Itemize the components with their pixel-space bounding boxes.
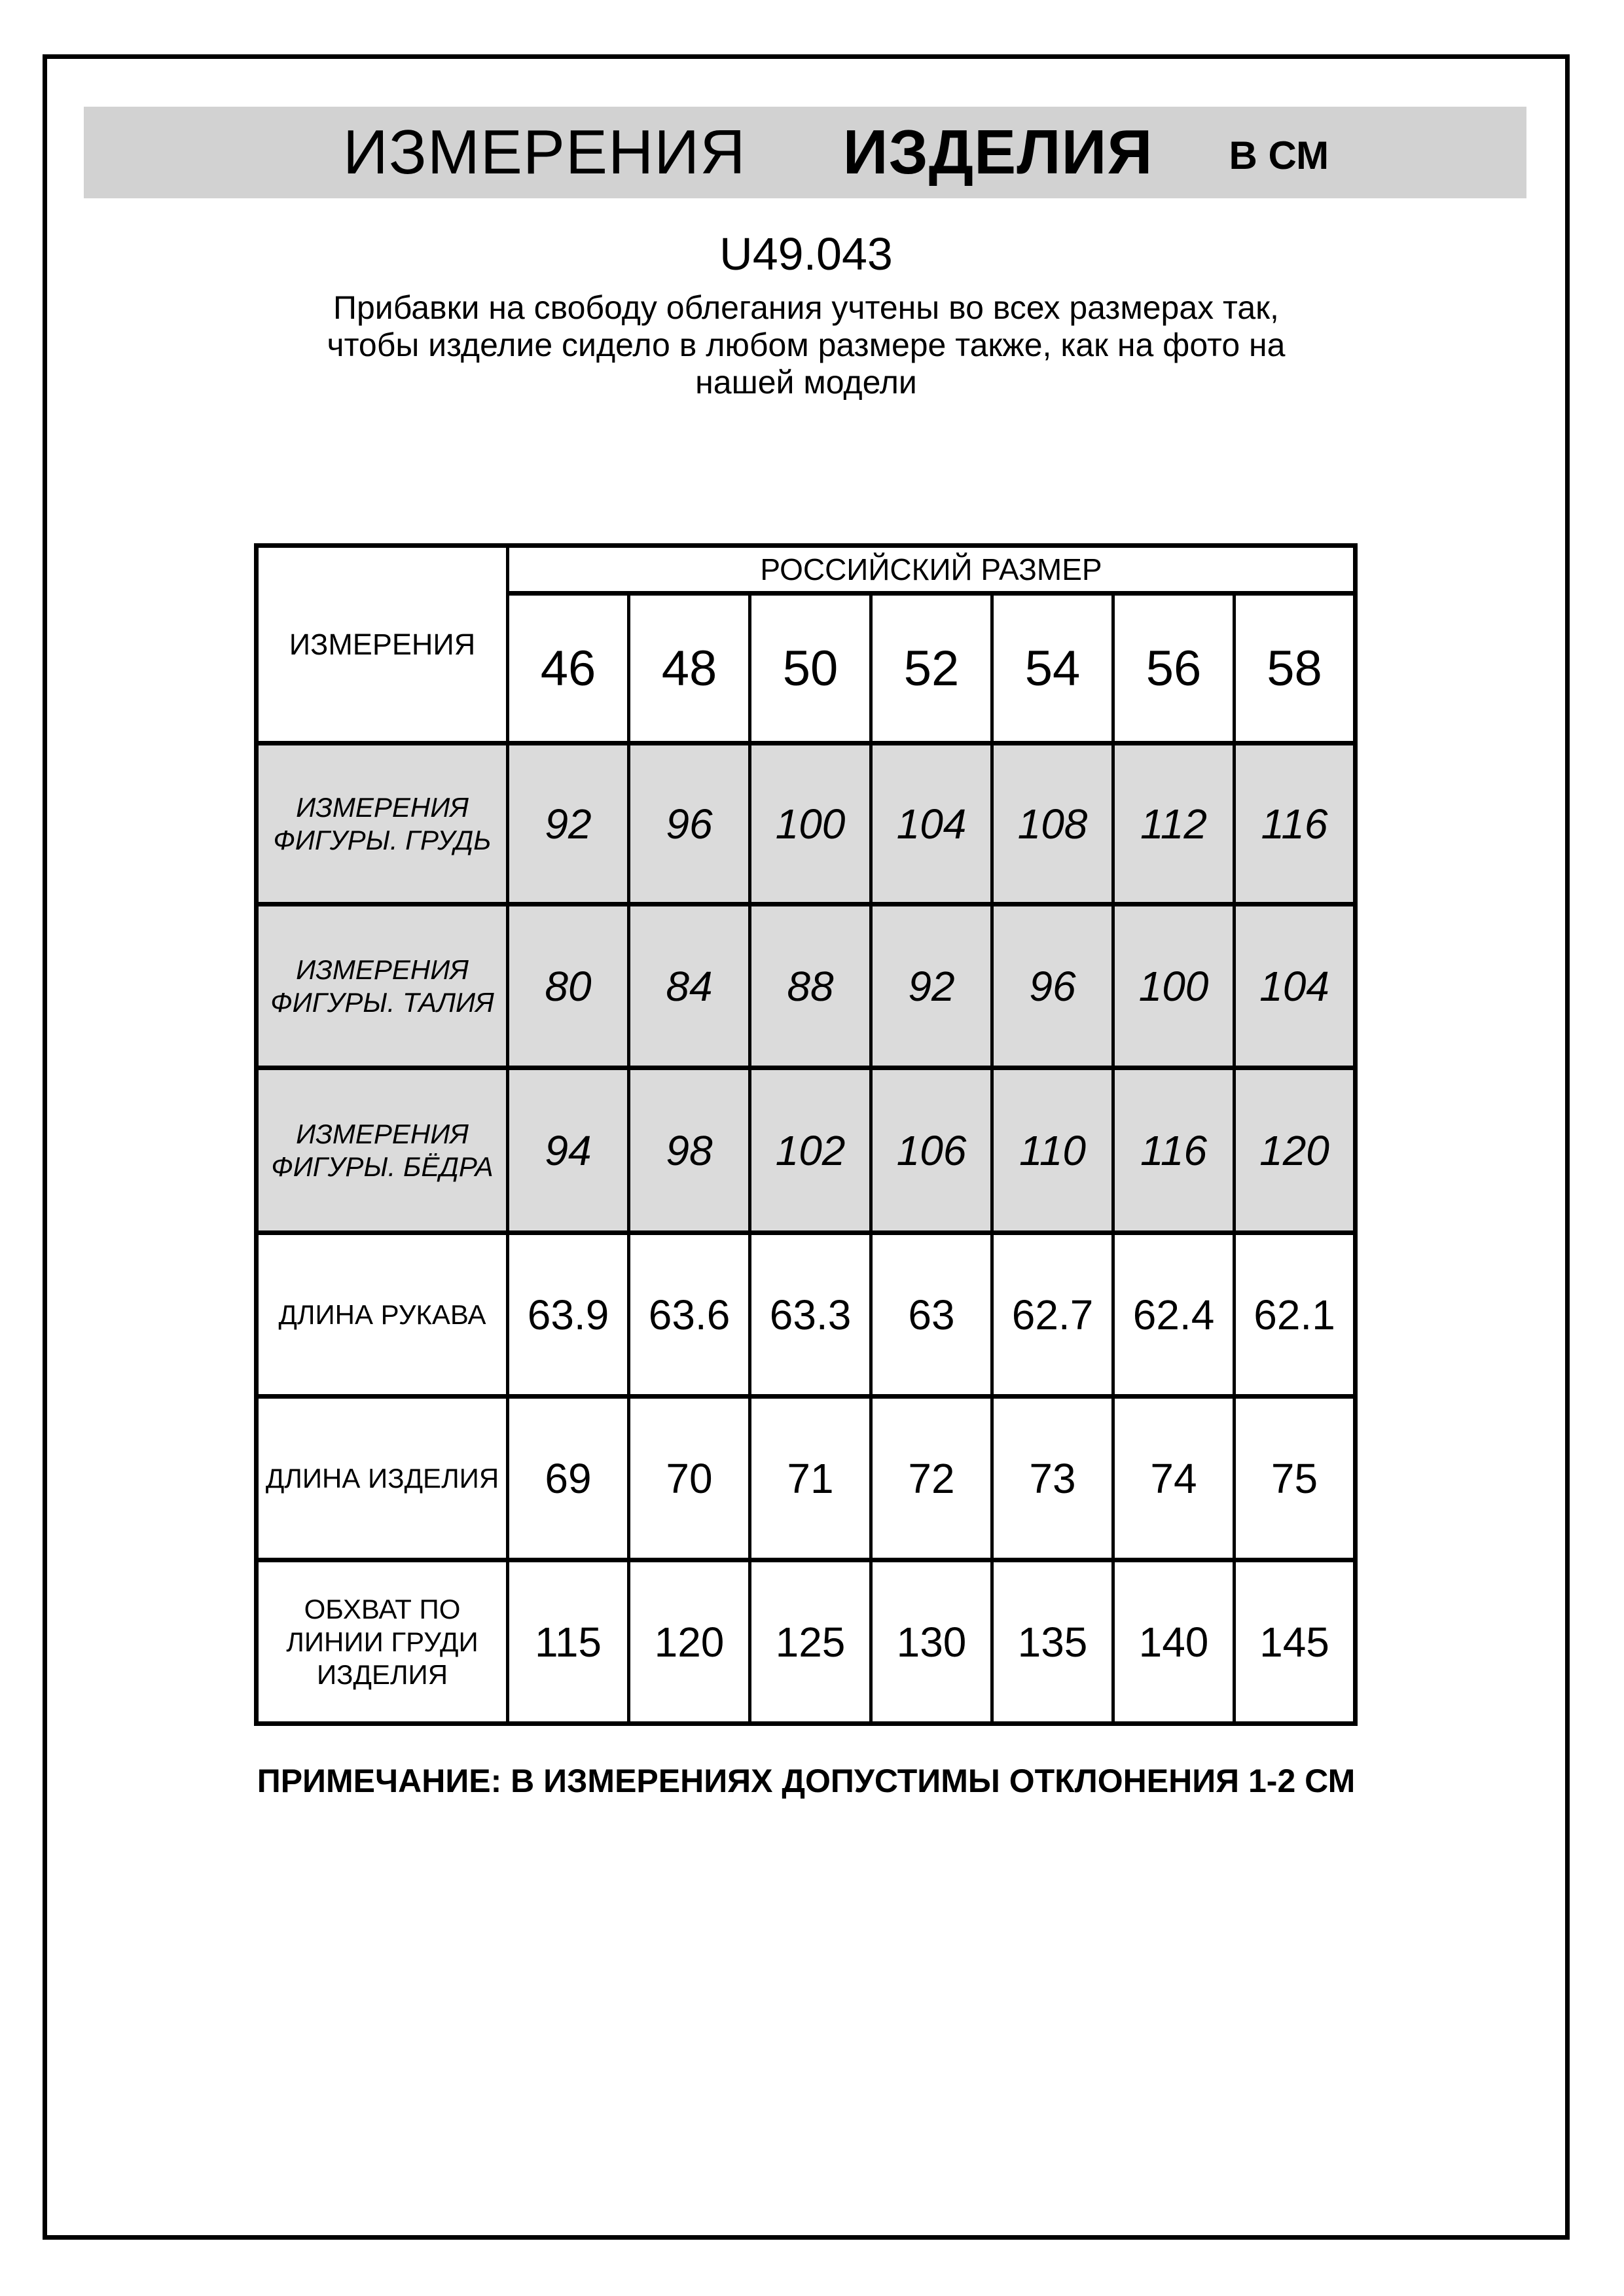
value-cell: 72 [871, 1397, 992, 1560]
group-header-cell: РОССИЙСКИЙ РАЗМЕР [508, 546, 1356, 594]
value-cell: 135 [992, 1560, 1113, 1724]
title-word-izdeliya: ИЗДЕЛИЯ [842, 117, 1153, 187]
product-code: U49.043 [719, 228, 893, 279]
measurement-row-chest-girth [257, 1560, 1356, 1724]
value-cell: 70 [629, 1397, 750, 1560]
description [47, 289, 1565, 401]
size-header-cell: 54 [992, 594, 1113, 744]
measurement-row-garment-length [257, 1397, 1356, 1560]
row-label-line: ОБХВАТ ПО [304, 1593, 461, 1624]
description-line: нашей модели [695, 364, 917, 401]
title-word-izmereniya: ИЗМЕРЕНИЯ [342, 117, 746, 187]
value-cell: 112 [1113, 744, 1235, 905]
value-cell: 88 [750, 905, 871, 1068]
value-cell: 120 [629, 1560, 750, 1724]
value-cell: 63 [871, 1233, 992, 1397]
value-cell: 102 [750, 1068, 871, 1233]
row-label-cell [257, 905, 508, 1068]
measurement-row-figure-waist [257, 905, 1356, 1068]
size-header-cell: 50 [750, 594, 871, 744]
row-label-cell [257, 1397, 508, 1560]
value-cell: 96 [992, 905, 1113, 1068]
value-cell: 110 [992, 1068, 1113, 1233]
row-label-line: ФИГУРЫ. БЁДРА [271, 1151, 494, 1182]
value-cell: 116 [1235, 744, 1356, 905]
value-cell: 62.4 [1113, 1233, 1235, 1397]
row-label-cell [257, 1560, 508, 1724]
title-banner-text [343, 117, 1329, 188]
page-frame [43, 54, 1570, 2240]
tolerance-note: ПРИМЕЧАНИЕ: В ИЗМЕРЕНИЯХ ДОПУСТИМЫ ОТКЛОНЕНИЯ 1-2 СМ [257, 1763, 1356, 1799]
value-cell: 108 [992, 744, 1113, 905]
row-label-line: ФИГУРЫ. ГРУДЬ [273, 824, 492, 855]
size-header-cell: 56 [1113, 594, 1235, 744]
value-cell: 73 [992, 1397, 1113, 1560]
corner-header-cell: ИЗМЕРЕНИЯ [257, 546, 508, 744]
row-label-line: ЛИНИИ ГРУДИ [286, 1626, 478, 1657]
value-cell: 80 [508, 905, 629, 1068]
row-label-line: ФИГУРЫ. ТАЛИЯ [270, 986, 494, 1018]
value-cell: 63.3 [750, 1233, 871, 1397]
row-label-line: ДЛИНА ИЗДЕЛИЯ [265, 1462, 499, 1494]
value-cell: 75 [1235, 1397, 1356, 1560]
value-cell: 100 [750, 744, 871, 905]
value-cell: 63.6 [629, 1233, 750, 1397]
table-header-row-group [257, 546, 1356, 594]
value-cell: 130 [871, 1560, 992, 1724]
size-table [254, 543, 1358, 1726]
value-cell: 145 [1235, 1560, 1356, 1724]
row-label-line: ИЗМЕРЕНИЯ [296, 954, 469, 985]
measurement-row-sleeve-length [257, 1233, 1356, 1397]
row-label-line: ДЛИНА РУКАВА [278, 1299, 486, 1330]
row-label-cell [257, 1068, 508, 1233]
value-cell: 115 [508, 1560, 629, 1724]
value-cell: 92 [871, 905, 992, 1068]
value-cell: 92 [508, 744, 629, 905]
measurement-row-figure-chest [257, 744, 1356, 905]
value-cell: 100 [1113, 905, 1235, 1068]
size-header-cell: 52 [871, 594, 992, 744]
value-cell: 98 [629, 1068, 750, 1233]
value-cell: 96 [629, 744, 750, 905]
row-label-line: ИЗДЕЛИЯ [316, 1659, 448, 1690]
value-cell: 84 [629, 905, 750, 1068]
value-cell: 62.1 [1235, 1233, 1356, 1397]
value-cell: 69 [508, 1397, 629, 1560]
value-cell: 71 [750, 1397, 871, 1560]
row-label-line: ИЗМЕРЕНИЯ [296, 791, 469, 823]
size-header-cell: 48 [629, 594, 750, 744]
value-cell: 104 [871, 744, 992, 905]
units-label: В СМ [1229, 133, 1329, 177]
title-banner [84, 107, 1526, 198]
size-header-cell: 58 [1235, 594, 1356, 744]
value-cell: 104 [1235, 905, 1356, 1068]
row-label-line: ИЗМЕРЕНИЯ [296, 1118, 469, 1149]
size-header-cell: 46 [508, 594, 629, 744]
value-cell: 140 [1113, 1560, 1235, 1724]
measurement-row-figure-hips [257, 1068, 1356, 1233]
description-line: чтобы изделие сидело в любом размере также, как на фото на [327, 327, 1286, 363]
value-cell: 116 [1113, 1068, 1235, 1233]
description-line: Прибавки на свободу облегания учтены во всех размерах так, [333, 289, 1279, 326]
row-label-cell [257, 744, 508, 905]
value-cell: 62.7 [992, 1233, 1113, 1397]
value-cell: 94 [508, 1068, 629, 1233]
value-cell: 125 [750, 1560, 871, 1724]
value-cell: 74 [1113, 1397, 1235, 1560]
row-label-cell [257, 1233, 508, 1397]
value-cell: 63.9 [508, 1233, 629, 1397]
value-cell: 106 [871, 1068, 992, 1233]
value-cell: 120 [1235, 1068, 1356, 1233]
